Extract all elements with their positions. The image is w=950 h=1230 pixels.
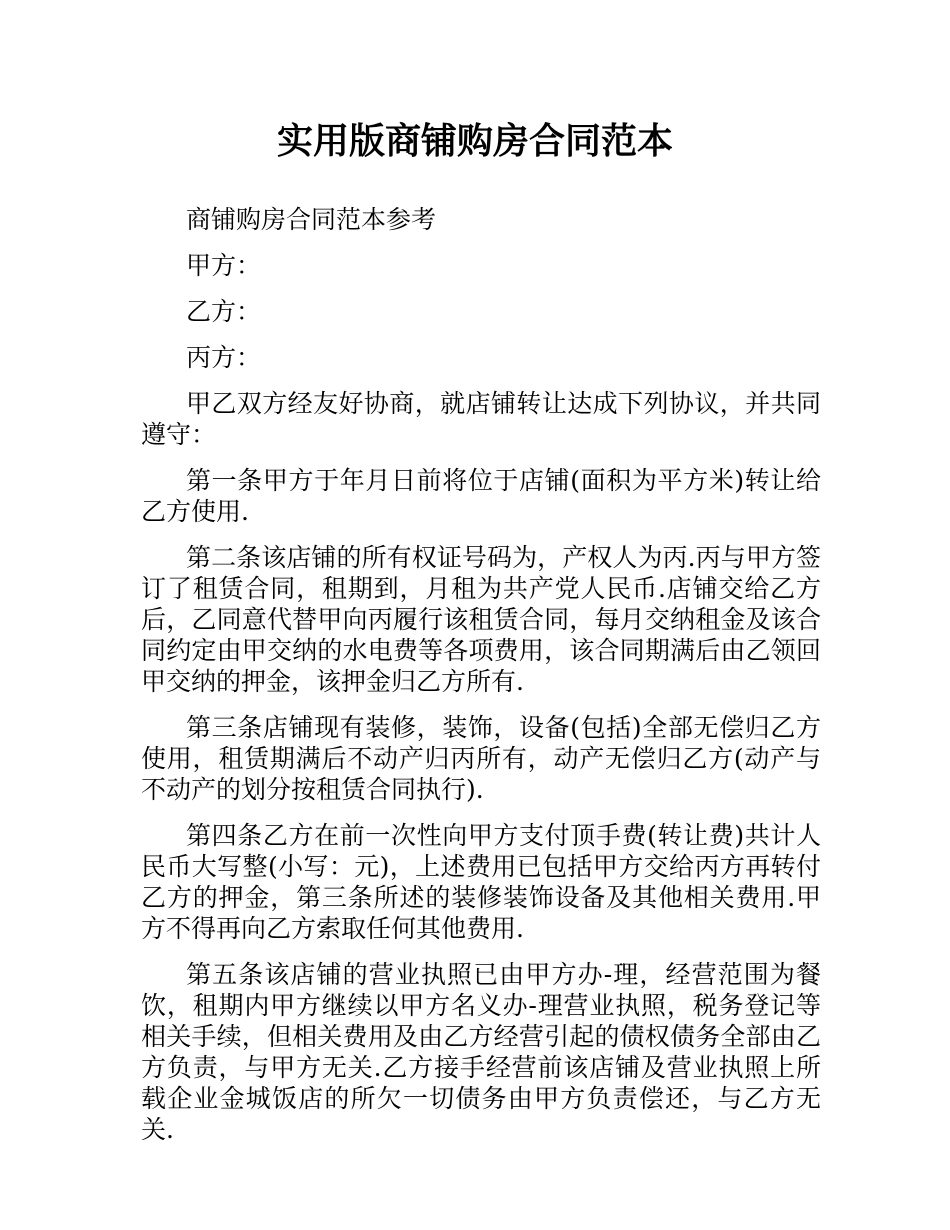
paragraph-reference: 商铺购房合同范本参考 [186,205,437,234]
document-title: 实用版商铺购房合同范本 [276,121,673,162]
paragraph-preamble: 甲乙双方经友好协商，就店铺转让达成下列协议，并共同遵守： [141,389,821,449]
paragraph-party-c: 丙方： [186,343,262,372]
paragraph-article-5: 第五条该店铺的营业执照已由甲方办-理，经营范围为餐饮，租期内甲方继续以甲方名义办-理营业执照，税务登记等相关手续，但相关费用及由乙方经营引起的债权债务全部由乙方负责，与甲方无关.乙方接手经营前该店铺及营业执照上所载企业金城饭店的所欠一切债务由甲方负责偿还，与乙方无关. [141,960,821,1144]
paragraph-article-1: 第一条甲方于年月日前将位于店铺(面积为平方米)转让给乙方使用. [141,466,821,526]
paragraph-article-4: 第四条乙方在前一次性向甲方支付顶手费(转让费)共计人民币大写整(小写：元)，上述费用已包括甲方交给丙方再转付乙方的押金，第三条所述的装修装饰设备及其他相关费用.甲方不得再向乙方索取任何其他费用. [141,821,821,943]
paragraph-article-2: 第二条该店铺的所有权证号码为，产权人为丙.丙与甲方签订了租赁合同，租期到，月租为共产党人民币.店铺交给乙方后，乙同意代替甲向丙履行该租赁合同，每月交纳租金及该合同约定由甲交纳的水电费等各项费用，该合同期满后由乙领回甲交纳的押金，该押金归乙方所有. [141,543,821,696]
document-body [141,204,821,1160]
paragraph-article-3: 第三条店铺现有装修，装饰，设备(包括)全部无偿归乙方使用，租赁期满后不动产归丙所有，动产无偿归乙方(动产与不动产的划分按租赁合同执行). [141,713,821,804]
paragraph-party-a: 甲方： [186,251,262,280]
paragraph-party-b: 乙方： [186,297,262,326]
